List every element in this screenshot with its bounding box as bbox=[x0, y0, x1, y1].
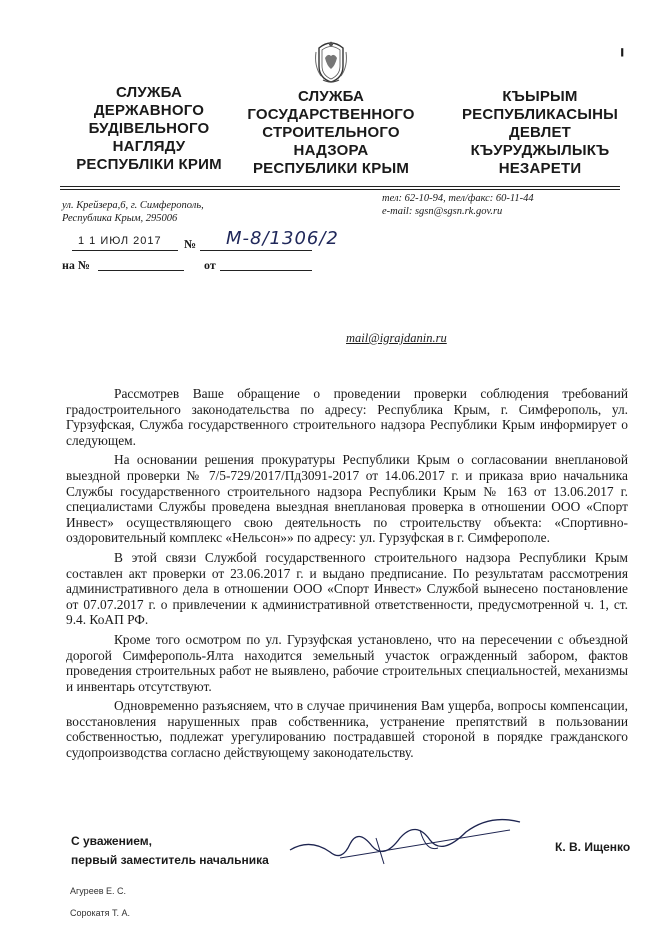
body-paragraph: Одновременно разъясняем, что в случае причинения Вам ущерба, вопросы компенсации, восстановления нарушенных прав собственника, устранение препятствий в пользовании собственностью, подлежат урегулированию пострадавшей стороной в порядке гражданского судопроизводства согласно действующему законодательству. bbox=[66, 698, 628, 761]
header-divider-thin bbox=[60, 189, 620, 190]
number-underline bbox=[200, 250, 312, 251]
body-paragraph: На основании решения прокуратуры Республики Крым о согласовании внеплановой выездной проверки № 7/5-729/2017/Пд3091-2017 от 14.06.2017 г. и приказа врио начальника Службы государственного строительного надзора Республики Крым № 163 от 13.06.2017 г. специалистами Службы проведена выездная внеплановая проверка в отношении ООО «Спорт Инвест» осуществляющего свою деятельность по строительству объекта: «Спортивно-оздоровительный комплекс «Нельсон»» по адресу: ул. Гурзуфская в г. Симферополе. bbox=[66, 452, 628, 546]
email-line: e-mail: sgsn@sgsn.rk.gov.ru bbox=[382, 206, 503, 217]
header-line: СЛУЖБА bbox=[297, 88, 365, 105]
postal-address bbox=[62, 199, 302, 225]
header-line: БУДІВЕЛЬНОГО bbox=[88, 120, 210, 137]
date-stamp: 1 1 ИЮЛ 2017 bbox=[78, 235, 162, 247]
executor-name: Агуреев Е. С. bbox=[70, 886, 126, 896]
handwritten-signature bbox=[280, 808, 530, 878]
header-line: КЪЫРЫМ bbox=[502, 88, 578, 105]
reference-label: на № bbox=[62, 258, 90, 272]
header-line: НЕЗАРЕТИ bbox=[498, 160, 582, 177]
letter-body bbox=[66, 386, 628, 765]
header-divider bbox=[60, 186, 620, 187]
body-paragraph: Рассмотрев Ваше обращение о проведении проверки соблюдения требований градостроительного законодательства по адресу: Республика Крым, г. Симферополь, ул. Гурзуфская, Служба государственного строительного надзора Республики Крым информирует о следующем. bbox=[66, 386, 628, 448]
executor-name: Сорокатя Т. А. bbox=[70, 908, 130, 918]
reference-underline bbox=[98, 270, 184, 271]
body-paragraph: Кроме того осмотром по ул. Гурзуфская установлено, что на пересечении с объездной дорогой Симферополь-Ялта находится земельный участок огражденный забором, фактов проведения строительных работ не выявлено, рабочие строительных специальностей, механизмы и инвентарь отсутствуют. bbox=[66, 631, 628, 694]
body-paragraph: В этой связи Службой государственного строительного надзора Республики Крым составлен акт проверки от 23.06.2017 г. и выдано предписание. По результатам рассмотрения административного дела в отношении ООО «Спорт Инвест» Службой вынесено постановление от 07.07.2017 г. о привлечении к административной ответственности, предусмотренной ч. 1, ст. 9.4. КоАП РФ. bbox=[66, 549, 628, 628]
header-ukrainian bbox=[54, 84, 244, 174]
header-line: СТРОИТЕЛЬНОГО bbox=[262, 124, 400, 141]
date-underline bbox=[72, 250, 178, 251]
header-crimean-tatar bbox=[460, 88, 620, 178]
closing-block bbox=[71, 832, 269, 870]
outgoing-number: М-8/1306/2 bbox=[226, 228, 339, 249]
header-line: КЪУРУДЖЫЛЫКЪ bbox=[470, 142, 610, 159]
header-line: ДЕВЛЕТ bbox=[508, 124, 572, 141]
address-line: ул. Крейзера,6, г. Симферополь, bbox=[62, 200, 204, 211]
signer-name: К. В. Ищенко bbox=[555, 840, 631, 854]
header-line: ГОСУДАРСТВЕННОГО bbox=[247, 106, 415, 123]
header-line: СЛУЖБА bbox=[115, 84, 183, 101]
contact-info bbox=[382, 192, 632, 218]
recipient-email: mail@igrajdanin.ru bbox=[346, 331, 447, 345]
from-label: от bbox=[204, 258, 216, 272]
coat-of-arms-icon bbox=[313, 36, 349, 84]
number-label: № bbox=[184, 237, 197, 251]
closing-text: С уважением, bbox=[71, 834, 152, 848]
address-line: Республика Крым, 295006 bbox=[62, 213, 178, 224]
header-line: РЕСПУБЛИКИ КРЫМ bbox=[252, 160, 410, 177]
header-line: НАГЛЯДУ bbox=[112, 138, 186, 155]
header-line: РЕСПУБЛІКИ КРИМ bbox=[76, 156, 222, 173]
header-line: РЕСПУБЛИКАСЫНЫ bbox=[461, 106, 619, 123]
signer-position: первый заместитель начальника bbox=[71, 853, 269, 867]
phone-line: тел: 62-10-94, тел/факс: 60-11-44 bbox=[382, 193, 534, 204]
from-underline bbox=[220, 270, 312, 271]
header-line: НАДЗОРА bbox=[293, 142, 369, 159]
header-russian bbox=[236, 88, 426, 178]
corner-mark: ╻ bbox=[618, 40, 627, 56]
header-line: ДЕРЖАВНОГО bbox=[93, 102, 205, 119]
